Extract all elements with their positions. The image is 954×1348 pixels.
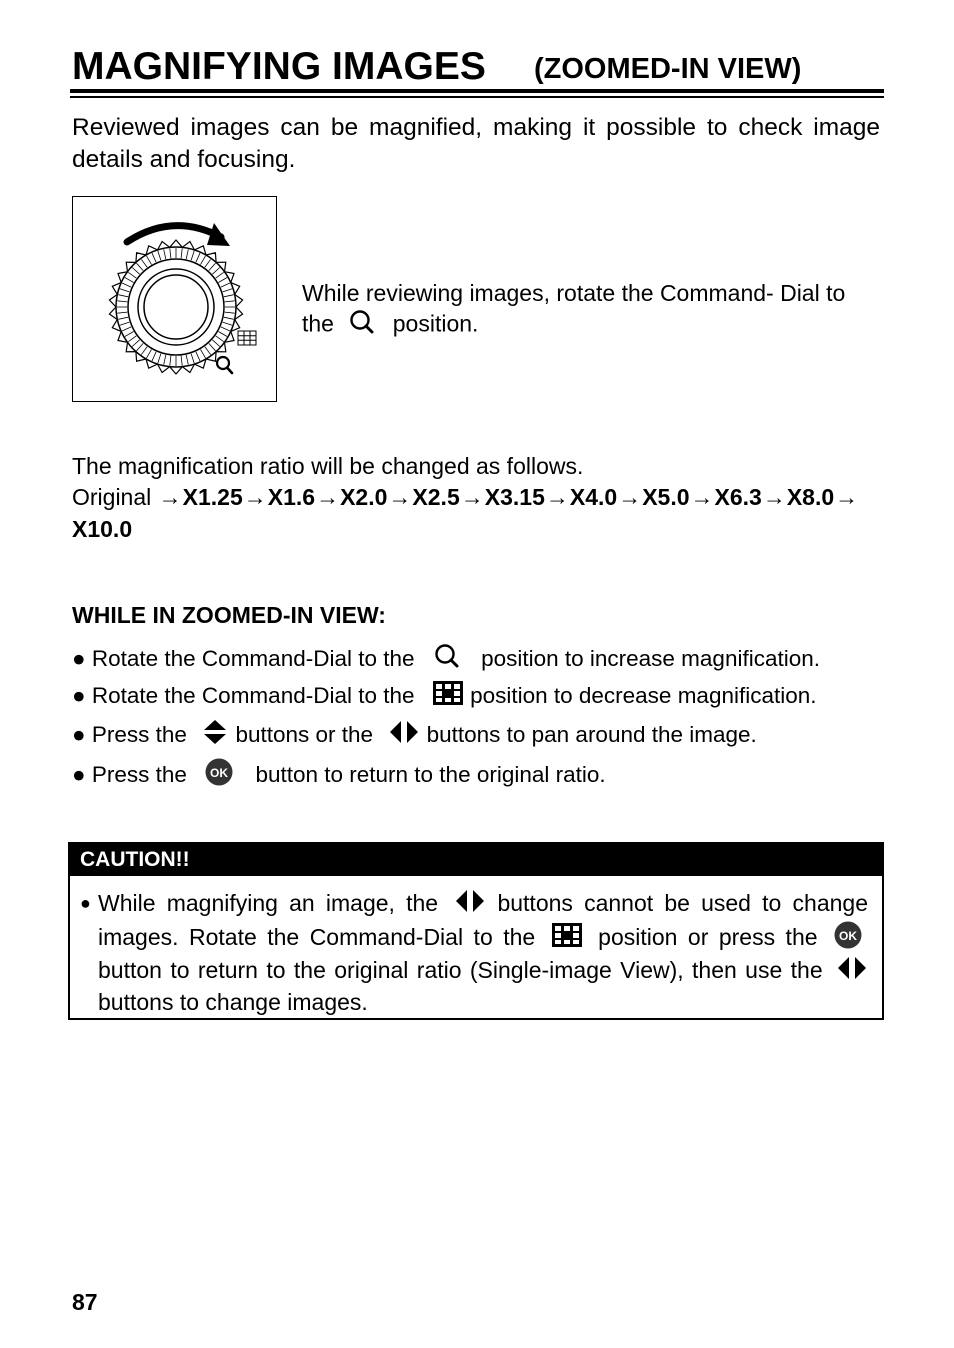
- caution-bullet-mark: ●: [80, 893, 91, 913]
- thumbnail-grid-icon: [552, 923, 582, 955]
- arrow-right-icon: →: [618, 484, 642, 510]
- dial-grip-line: [191, 251, 194, 261]
- dial-grip-line: [132, 268, 139, 275]
- dial-grip-line: [118, 295, 128, 297]
- bullet-text-after: position to decrease magnification.: [470, 683, 817, 708]
- left-right-buttons-icon: [837, 956, 867, 988]
- dial-grip-line: [224, 295, 234, 297]
- ratio-step: X3.15: [484, 484, 545, 510]
- bullet-text-after: button to return to the original ratio.: [255, 761, 606, 787]
- bullet-mark: ●: [72, 721, 86, 747]
- caution-text-part5: buttons to change images.: [98, 988, 368, 1015]
- caution-text-part3: position or press the: [598, 923, 818, 950]
- dial-grip-line: [158, 354, 161, 364]
- dial-grip-line: [158, 251, 161, 261]
- up-down-buttons-icon: [203, 719, 227, 753]
- dial-grip-line: [122, 327, 131, 331]
- dial-instruction-before: While reviewing images, rotate the Command- Dial to the: [302, 280, 846, 337]
- caution-heading: CAUTION!!: [70, 844, 882, 876]
- title-subtitle: (ZOOMED-IN VIEW): [534, 53, 802, 85]
- dial-grip-line: [205, 259, 211, 267]
- title-rule-thin: [70, 96, 884, 98]
- ratio-intro: The magnification ratio will be changed as follows.: [72, 453, 584, 479]
- dial-grip-line: [221, 327, 230, 331]
- caution-box: [68, 842, 884, 1020]
- bullet-return-original: [72, 758, 606, 794]
- caution-text-part4: button to return to the original ratio (Single-image View), then use the: [98, 957, 823, 984]
- arrow-right-icon: →: [835, 484, 859, 510]
- arrow-right-icon: →: [460, 484, 484, 510]
- dial-grip-line: [223, 289, 233, 292]
- dial-grip-line: [141, 347, 147, 355]
- dial-instruction: [302, 279, 882, 343]
- dial-grip-line: [221, 283, 230, 287]
- dial-grip-line: [132, 340, 139, 347]
- dial-grip-line: [201, 349, 206, 358]
- dial-grip-line: [147, 349, 152, 358]
- ratio-step: X1.25: [182, 484, 243, 510]
- page-title: [72, 44, 884, 90]
- dial-grip-line: [196, 253, 200, 262]
- dial-grip-line: [128, 272, 136, 278]
- page-number: 87: [72, 1289, 98, 1315]
- bullet-text-after: position to increase magnification.: [481, 645, 821, 671]
- magnification-sequence: [72, 481, 884, 545]
- bullet-pan-image: [72, 719, 757, 753]
- arrow-right-icon: →: [316, 484, 340, 510]
- bullet-mark: ●: [72, 761, 86, 787]
- dial-instruction-after: position.: [392, 310, 479, 337]
- title-rule-thick: [70, 89, 884, 93]
- left-right-buttons-icon: [389, 720, 419, 752]
- arrow-right-icon: →: [388, 484, 412, 510]
- ratio-start: Original: [72, 484, 152, 510]
- ok-button-icon: [205, 758, 233, 794]
- ok-button-icon: [834, 921, 862, 957]
- magnifier-icon: [433, 642, 461, 678]
- dial-grip-line: [117, 312, 127, 313]
- left-right-buttons-icon: [455, 889, 485, 921]
- dial-grip-line: [125, 332, 134, 337]
- thumbnail-grid-icon: [433, 681, 463, 713]
- ratio-step: X2.5: [412, 484, 460, 510]
- dial-grip-line: [137, 343, 144, 350]
- dial-grip-line: [181, 356, 182, 366]
- dial-knurled-edge: [109, 240, 242, 374]
- dial-grip-line: [120, 289, 129, 292]
- dial-grip-line: [152, 253, 156, 262]
- bullet-text-before: Press the: [91, 721, 187, 747]
- arrow-right-icon: →: [158, 484, 182, 510]
- dial-grip-line: [191, 354, 194, 364]
- dial-grip-line: [152, 352, 156, 361]
- dial-grip-line: [125, 278, 134, 283]
- ratio-step: X6.3: [714, 484, 762, 510]
- dial-grip-line: [216, 336, 224, 342]
- dial-grip-line: [164, 249, 166, 259]
- command-dial-illustration: [72, 196, 277, 402]
- ok-icon-label: OK: [210, 766, 229, 780]
- dial-grip-line: [218, 278, 227, 283]
- dial-grip-line: [181, 248, 182, 258]
- ratio-step: X2.0: [340, 484, 388, 510]
- arrow-right-icon: →: [690, 484, 714, 510]
- arrow-right-icon: →: [762, 484, 786, 510]
- dial-grip-line: [164, 355, 166, 365]
- dial-grip-line: [225, 301, 235, 302]
- dial-grip-line: [122, 283, 131, 287]
- ratio-step: X5.0: [642, 484, 690, 510]
- caution-text: [98, 889, 868, 1017]
- bullet-text-before: Rotate the Command-Dial to the: [91, 683, 415, 708]
- dial-grip-line: [117, 301, 127, 302]
- caution-text-part1: While magnifying an image, the: [98, 890, 439, 916]
- bullet-increase-magnification: [72, 642, 820, 678]
- bullet-decrease-magnification: [72, 681, 817, 713]
- dial-grip-line: [137, 263, 144, 270]
- caution-text-part2: buttons cannot be used to change images. Rotate the Command-Dial to the: [98, 890, 868, 950]
- dial-grip-line: [218, 332, 227, 337]
- dial-grip-line: [212, 340, 219, 347]
- dial-grip-line: [224, 317, 234, 319]
- dial-grip-line: [225, 312, 235, 313]
- ok-icon-label: OK: [839, 928, 858, 943]
- arrow-right-icon: →: [243, 484, 267, 510]
- dial-grip-line: [186, 249, 188, 259]
- dial-grip-line: [120, 322, 129, 325]
- dial-grip-line: [170, 356, 171, 366]
- bullet-mark: ●: [72, 683, 86, 708]
- dial-grip-line: [205, 347, 211, 355]
- dial-grip-line: [209, 263, 216, 270]
- dial-grip-line: [118, 317, 128, 319]
- ratio-step: X8.0: [786, 484, 835, 510]
- bullet-mark: ●: [72, 645, 86, 671]
- zoomed-view-heading: WHILE IN ZOOMED-IN VIEW:: [72, 602, 386, 628]
- arrow-right-icon: →: [545, 484, 569, 510]
- ratio-step: X10.0: [72, 516, 133, 542]
- command-dial-icon: [73, 197, 278, 403]
- dial-grip-line: [186, 355, 188, 365]
- dial-grip-line: [147, 256, 152, 265]
- bullet-text-before: Rotate the Command-Dial to the: [91, 645, 415, 671]
- bullet-text-before: Press the: [91, 761, 187, 787]
- dial-grip-line: [201, 256, 206, 265]
- title-main: MAGNIFYING IMAGES: [72, 45, 486, 88]
- bullet-text-after: buttons to pan around the image.: [426, 721, 757, 747]
- dial-grip-line: [209, 343, 216, 350]
- ratio-step: X1.6: [267, 484, 316, 510]
- dial-grip-line: [141, 259, 147, 267]
- bullet-text-middle: buttons or the: [235, 721, 374, 747]
- dial-grip-line: [170, 248, 171, 258]
- dial-grip-line: [223, 322, 233, 325]
- dial-grip-line: [216, 272, 224, 278]
- ratio-step: X4.0: [569, 484, 618, 510]
- magnifier-icon: [348, 308, 376, 343]
- dial-grip-line: [212, 268, 219, 275]
- dial-grip-line: [128, 336, 136, 342]
- dial-grip-line: [196, 352, 200, 361]
- intro-paragraph: Reviewed images can be magnified, making it possible to check image details and focusing.: [72, 114, 880, 173]
